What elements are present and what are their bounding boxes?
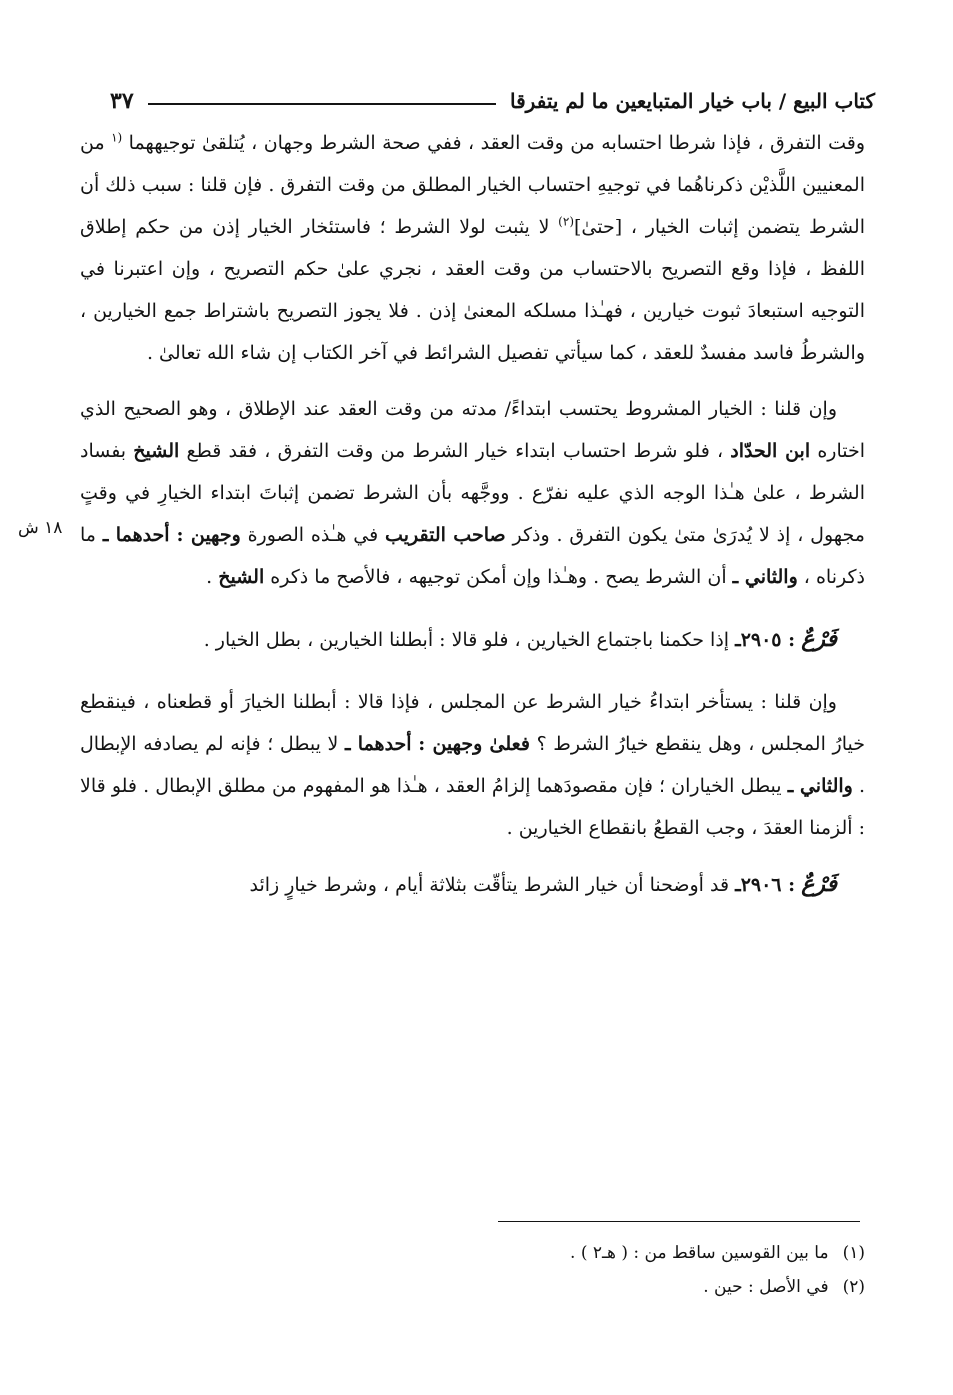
text-run: إذا حكمنا باجتماع الخيارين ، فلو قالا : أبطلنا الخيارين ، بطل الخيار . bbox=[203, 629, 730, 651]
bold-term: أحدهما ـ bbox=[345, 733, 412, 755]
far-heading: فَرْعٌ bbox=[801, 871, 837, 897]
text-run: أن الشرط يصح . وهـٰذا وإن أمكن توجيهه ، فالأصح ما ذكره bbox=[270, 566, 727, 588]
bold-term: فعلىٰ وجهين : bbox=[418, 733, 530, 755]
margin-folio-note: ١٨ ش bbox=[18, 518, 63, 538]
bold-term: والثاني ـ bbox=[787, 775, 853, 797]
paragraph-1 bbox=[80, 122, 865, 374]
bold-term: وجهين : bbox=[176, 524, 241, 546]
scholar-name: صاحب التقريب bbox=[385, 524, 506, 546]
footnote-2 bbox=[105, 1270, 865, 1304]
text-run: وقت التفرق ، فإذا شرطا احتسابه من وقت العقد ، ففي صحة الشرط وجهان ، يُتلقىٰ توجيههما bbox=[128, 132, 865, 154]
far-heading: فَرْعٌ bbox=[801, 626, 837, 652]
bold-term: أحدهما ـ bbox=[102, 524, 170, 546]
text-run: في هـٰذه الصورة bbox=[247, 524, 379, 546]
running-header bbox=[110, 84, 875, 118]
footnote-text: ما بين القوسين ساقط من : ( هـ٢ ) . bbox=[570, 1243, 829, 1263]
main-text bbox=[80, 122, 865, 906]
footnote-ref: (١ bbox=[111, 130, 123, 145]
paragraph-far-2905 bbox=[80, 618, 865, 661]
scholar-name: ابن الحدّاد bbox=[730, 440, 811, 462]
footnote-text: في الأصل : حين . bbox=[703, 1277, 829, 1297]
header-rule bbox=[148, 103, 496, 105]
text-run: وإن قلنا : الخيار المشروط يحتسب ابتداءً/ مدته من وقت العقد عند الإطلاق ، وهو الصحيح الذي اختاره bbox=[80, 398, 865, 462]
footnote-number: (١) bbox=[842, 1243, 865, 1263]
text-run: . فإن قلنا : سبب ذلك أن الشرط يتضمن إثبات الخيار ، [حتىٰ] bbox=[80, 174, 865, 238]
text-run: بفساد الشرط ، علىٰ هـٰذا الوجه الذي عليه نفرّع . ووجَّهه بأن الشرط تضمن إثباتَ ابتداء الخيارِ في وقتٍ مجهول ، إذ لا يُدرَىٰ متىٰ يكون التفرق . وذكر bbox=[80, 440, 865, 546]
issue-number: : ٢٩٠٦ـ bbox=[735, 874, 796, 896]
paragraph-far-2906 bbox=[80, 863, 865, 906]
bold-term: والثاني ـ bbox=[732, 566, 798, 588]
paragraph-2 bbox=[80, 388, 865, 598]
scholar-name: الشيخ bbox=[133, 440, 180, 462]
text-run: . bbox=[206, 566, 213, 588]
text-run: قد أوضحنا أن خيار الشرط يتأقّت بثلاثة أيام ، وشرط خيارٍ زائد bbox=[249, 874, 730, 896]
text-run: لا يثبت لولا الشرط ؛ فاستئخار الخيار إذن من حكم إطلاق اللفظ ، فإذا وقع التصريح بالاحتساب من وقت العقد ، نجري علىٰ حكم التصريح ، وإن اعتبرنا في التوجيه استبعادَ ثبوت خيارين ، فهـٰذا مسلكه المعنىٰ إذن . فلا يجوز التصريح باشتراط جمع الخيارين ، والشرطُ فاسد مفسدٌ للعقد ، كما سيأتي تفصيل الشرائط في آخر الكتاب إن شاء الله تعالىٰ . bbox=[80, 216, 866, 364]
text-run: ، فلو شرط احتساب ابتداء خيار الشرط من وقت التفرق ، فقد قطع bbox=[186, 440, 724, 462]
text-run: ما ذكرناه ، bbox=[80, 524, 865, 588]
footnote-number: (٢) bbox=[842, 1277, 865, 1297]
paragraph-4 bbox=[80, 681, 865, 849]
page-number: ٣٧ bbox=[110, 88, 134, 114]
chapter-title: كتاب البيع / باب خيار المتبايعين ما لم يتفرقا bbox=[510, 89, 875, 113]
scholar-name: الشيخ bbox=[218, 566, 265, 588]
footnote-separator bbox=[498, 1221, 860, 1222]
text-run: يبطل الخياران ؛ فإن مقصودَهما إلزامُ العقد ، هـٰذا هو المفهوم من مطلق الإبطال . فلو قالا : ألزمنا العقدَ ، وجب القطعُ بانقطاع الخيارين . bbox=[80, 775, 865, 839]
footnotes bbox=[105, 1236, 865, 1304]
footnote-ref: (٢) bbox=[558, 214, 574, 229]
issue-number: : ٢٩٠٥ـ bbox=[735, 629, 796, 651]
footnote-1 bbox=[105, 1236, 865, 1270]
text-run: من المعنيين اللَّذيْن ذكرناهُما في توجيهِ احتساب الخيار المطلق من وقت التفرق bbox=[80, 132, 866, 196]
text-run: وإن قلنا : يستأخر ابتداءُ خيار الشرط عن المجلس ، فإذا قالا : أبطلنا الخيارَ أو قطعناه ، فينقطع خيارُ المجلس ، وهل ينقطع خيارُ الشرط ؟ bbox=[80, 691, 865, 755]
text-run: لا يبطل ؛ فإنه لم يصادفه الإبطال . bbox=[80, 733, 866, 797]
